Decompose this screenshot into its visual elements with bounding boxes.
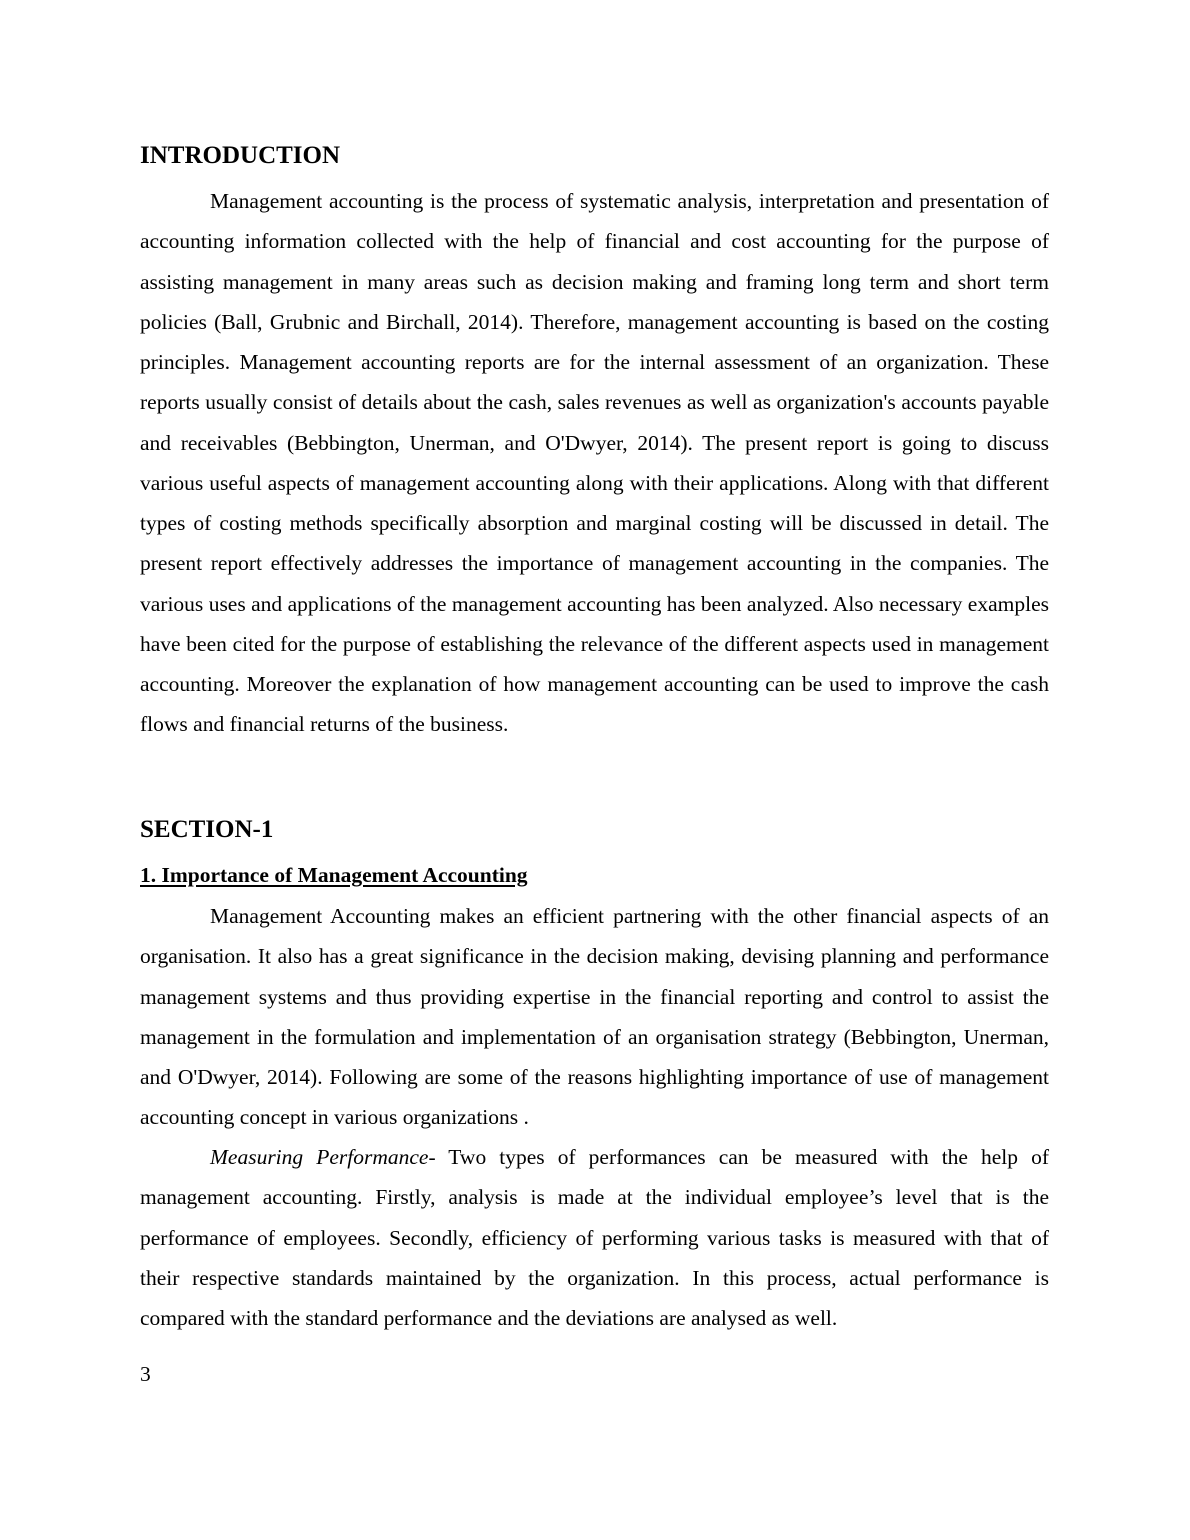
page-number: 3 (140, 1362, 151, 1386)
importance-paragraph: Management Accounting makes an efficient partnering with the other financial aspects of an organisation. It also has a great significance in the decision making, devising planning and performance management systems and thus providing expertise in the financial reporting and control to assist the management in the formulation and implementation of an organisation strategy (Bebbington, Unerman, and O'Dwyer, 2014). Following are some of the reasons highlighting importance of use of management accounting concept in various organizations . (140, 904, 1049, 1130)
measuring-performance-text: - Two types of performances can be measured with the help of management accounting. Firstly, analysis is made at the individual employee’s level that is the performance of employees. Secondly, efficiency of performing various tasks is measured with that of their respective standards maintained by the organization. In this process, actual performance is compared with the standard performance and the deviations are analysed as well. (140, 1145, 1049, 1330)
section-1-heading: SECTION-1 (140, 816, 274, 843)
introduction-paragraph: Management accounting is the process of systematic analysis, interpretation and presentation of accounting information collected with the help of financial and cost accounting for the purpose of assisting management in many areas such as decision making and framing long term and short term policies (Ball, Grubnic and Birchall, 2014). Therefore, management accounting is based on the costing principles. Management accounting reports are for the internal assessment of an organization. These reports usually consist of details about the cash, sales revenues as well as organization's accounts payable and receivables (Bebbington, Unerman, and O'Dwyer, 2014). The present report is going to discuss various useful aspects of management accounting along with their applications. Along with that different types of costing methods specifically absorption and marginal costing will be discussed in detail. The present report effectively addresses the importance of management accounting in the companies. The various uses and applications of the management accounting has been analyzed. Also necessary examples have been cited for the purpose of establishing the relevance of the different aspects used in management accounting. Moreover the explanation of how management accounting can be used to improve the cash flows and financial returns of the business. (140, 189, 1049, 737)
measuring-performance-term: Measuring Performance (210, 1145, 429, 1169)
subsection-importance-heading: 1. Importance of Management Accounting (140, 863, 528, 887)
measuring-performance-paragraph (140, 1137, 1049, 1338)
introduction-heading: INTRODUCTION (140, 142, 341, 169)
